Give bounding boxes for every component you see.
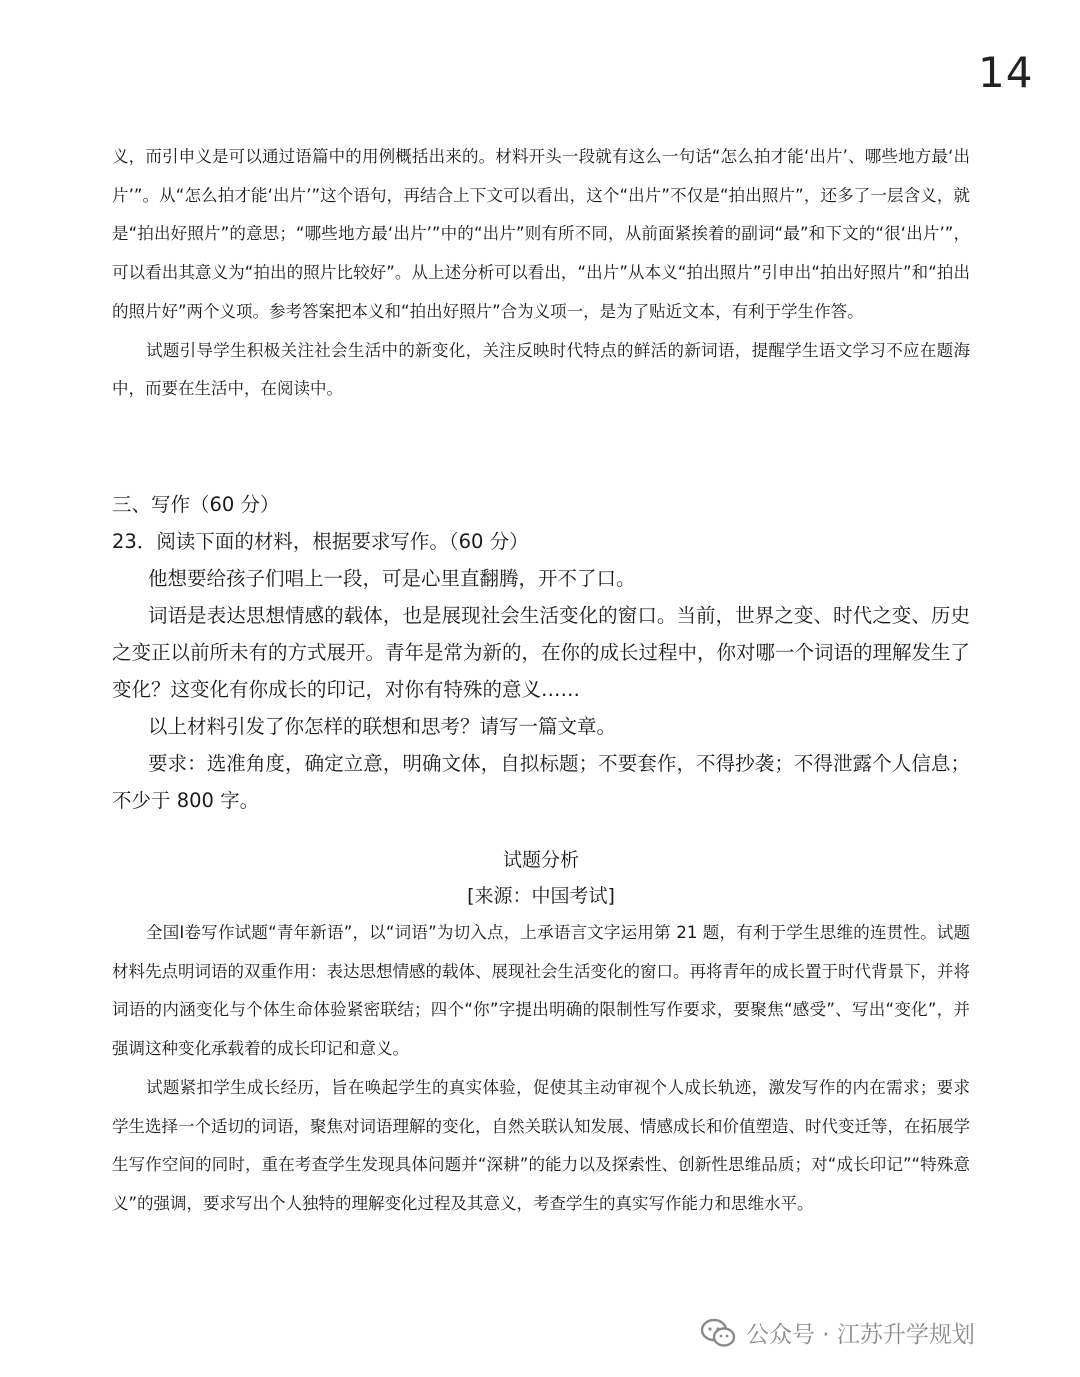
material-paragraph: 以上材料引发了你怎样的联想和思考？请写一篇文章。 (148, 715, 617, 738)
analysis-part2 (112, 842, 970, 1224)
writing-section (112, 486, 970, 819)
analysis-paragraph: 全国Ⅰ卷写作试题“青年新语”，以“词语”为切入点，上承语言文字运用第 21 题，有利于学生思维的连贯性。试题材料先点明词语的双重作用：表达思想情感的载体、展现社会生活变化的窗口。再将青年的成长置于时代背景下，并将词语的内涵变化与个体生命体验紧密联结；四个“你”字提出明确的限制性写作要求，要聚焦“感受”、写出“变化”，并强调这种变化承载着的成长印记和意义。 (112, 923, 970, 1059)
analysis-part1 (112, 138, 970, 409)
analysis-title: 试题分析 (502, 849, 579, 871)
section-heading: 三、写作（60 分） (112, 493, 280, 516)
requirement-paragraph: 要求：选准角度，确定立意，明确文体，自拟标题；不要套作，不得抄袭；不得泄露个人信息；不少于 800 字。 (112, 752, 970, 812)
analysis-paragraph: 义，而引申义是可以通过语篇中的用例概括出来的。材料开头一段就有这么一句话“怎么拍才能‘出片’、哪些地方最‘出片’”。从“怎么拍才能‘出片’”这个语句，再结合上下文可以看出，这个“出片”不仅是“拍出照片”，还多了一层含义，就是“拍出好照片”的意思；“哪些地方最‘出片’”中的“出片”则有所不同，从前面紧挨着的副词“最”和下文的“很‘出片’”，可以看出其意义为“拍出的照片比较好”。从上述分析可以看出，“出片”从本义“拍出照片”引申出“拍出好照片”和“拍出的照片好”两个义项。参考答案把本义和“拍出好照片”合为义项一，是为了贴近文本，有利于学生作答。 (112, 147, 970, 321)
material-paragraph: 词语是表达思想情感的载体，也是展现社会生活变化的窗口。当前，世界之变、时代之变、历史之变正以前所未有的方式展开。青年是常为新的，在你的成长过程中，你对哪一个词语的理解发生了变化？这变化有你成长的印记，对你有特殊的意义…… (112, 604, 971, 701)
analysis-paragraph: 试题紧扣学生成长经历，旨在唤起学生的真实体验，促使其主动审视个人成长轨迹，激发写作的内在需求；要求学生选择一个适切的词语，聚焦对词语理解的变化，自然关联认知发展、情感成长和价值塑造、时代变迁等，在拓展学生写作空间的同时，重在考查学生发现具体问题并“深耕”的能力以及探索性、创新性思维品质；对“成长印记”“特殊意义”的强调，要求写出个人独特的理解变化过程及其意义，考查学生的真实写作能力和思维水平。 (112, 1077, 970, 1213)
material-paragraph: 他想要给孩子们唱上一段，可是心里直翻腾，开不了口。 (148, 567, 636, 590)
wechat-icon (700, 1318, 736, 1348)
watermark-text: 公众号 · 江苏升学规划 (746, 1322, 975, 1348)
question-title: 23．阅读下面的材料，根据要求写作。（60 分） (112, 530, 529, 553)
page-number: 14 (978, 48, 1034, 97)
analysis-paragraph: 试题引导学生积极关注社会生活中的新变化，关注反映时代特点的鲜活的新词语，提醒学生语文学习不应在题海中，而要在生活中，在阅读中。 (112, 340, 970, 399)
watermark (700, 1316, 975, 1349)
source-label: [来源：中国考试] (467, 885, 615, 907)
